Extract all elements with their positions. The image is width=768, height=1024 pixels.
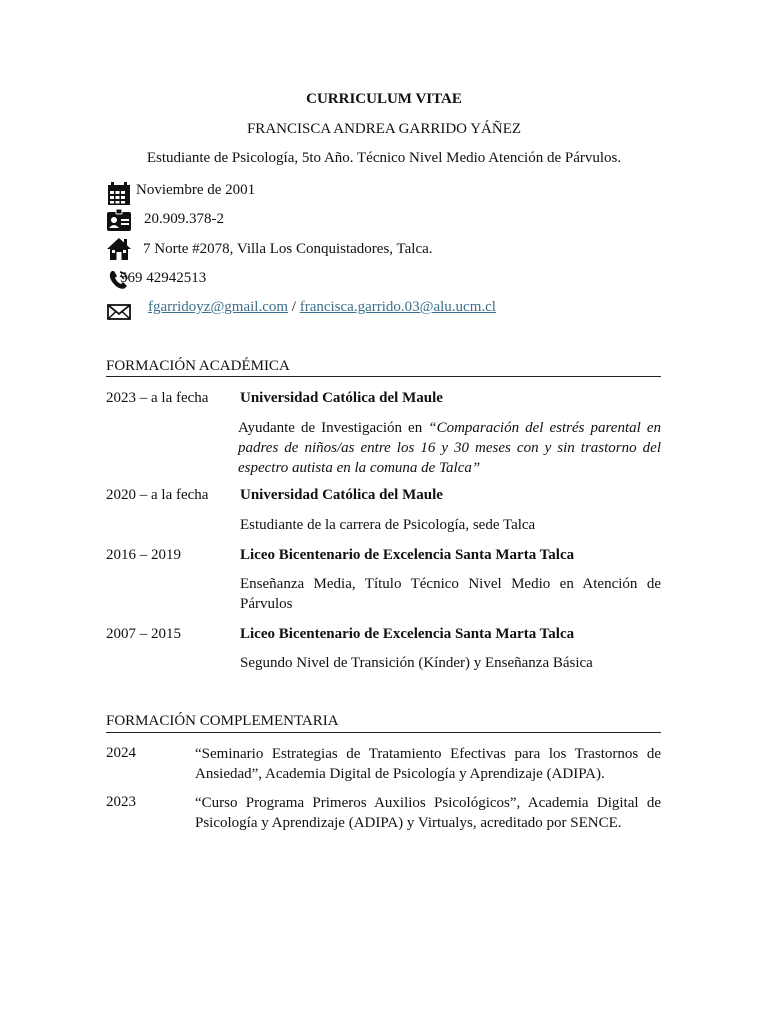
entry-institution: Universidad Católica del Maule: [240, 487, 443, 503]
email-link-gmail[interactable]: fgarridoyz@gmail.com: [148, 299, 289, 315]
section-divider: [106, 732, 661, 733]
profile-subtitle: Estudiante de Psicología, 5to Año. Técnico Nivel Medio Atención de Párvulos.: [146, 150, 622, 166]
entry-date: 2024: [106, 745, 136, 761]
entry-institution: Liceo Bicentenario de Excelencia Santa Marta Talca: [240, 547, 575, 563]
contact-birth: [106, 181, 306, 207]
entry-date: 2020 – a la fecha: [106, 487, 209, 503]
entry-description: “Seminario Estrategias de Tratamiento Efectivas para los Trastornos de Ansiedad”, Academia Digital de Psicología y Aprendizaje (ADIPA).: [195, 746, 661, 782]
entry-institution: Liceo Bicentenario de Excelencia Santa Marta Talca: [240, 626, 575, 642]
email-line: [148, 299, 496, 316]
envelope-icon: [106, 298, 132, 324]
research-title: “Comparación del estrés parental en padres de niños/as entre los 16 y 30 meses con y sin trastorno del espectro autista en la comuna de Talca”: [238, 420, 661, 476]
entry-description: Enseñanza Media, Título Técnico Nivel Medio en Atención de Párvulos: [240, 576, 661, 612]
section-complementary-heading: FORMACIÓN COMPLEMENTARIA: [106, 713, 339, 729]
address: 7 Norte #2078, Villa Los Conquistadores, Talca.: [143, 241, 433, 257]
section-divider: [106, 376, 661, 377]
entry-date: 2023 – a la fecha: [106, 390, 209, 406]
document-title: CURRICULUM VITAE: [306, 91, 462, 107]
contact-address: [106, 236, 446, 262]
entry-description: [238, 418, 661, 478]
calendar-icon: [106, 181, 132, 207]
contact-phone: [106, 267, 306, 293]
contact-id: [106, 208, 306, 234]
entry-description: Estudiante de la carrera de Psicología, sede Talca: [240, 517, 536, 533]
section-academic-heading: FORMACIÓN ACADÉMICA: [106, 358, 290, 374]
email-separator: /: [291, 299, 296, 315]
id-number: 20.909.378-2: [144, 211, 224, 227]
entry-description-text: Ayudante de Investigación en: [238, 420, 429, 436]
full-name: FRANCISCA ANDREA GARRIDO YÁÑEZ: [246, 121, 522, 137]
entry-date: 2023: [106, 794, 136, 810]
entry-date: 2007 – 2015: [106, 626, 181, 642]
contact-email: [106, 298, 506, 324]
entry-date: 2016 – 2019: [106, 547, 181, 563]
entry-description: Segundo Nivel de Transición (Kínder) y Enseñanza Básica: [240, 655, 593, 671]
entry-description: “Curso Programa Primeros Auxilios Psicológicos”, Academia Digital de Psicología y Aprendizaje (ADIPA) y Virtualys, acreditado por SENCE.: [195, 795, 661, 831]
id-card-icon: [106, 208, 132, 234]
phone-number: 569 42942513: [120, 270, 207, 286]
house-icon: [106, 236, 132, 262]
birth-date: Noviembre de 2001: [136, 182, 256, 198]
email-link-university[interactable]: francisca.garrido.03@alu.ucm.cl: [299, 299, 496, 315]
entry-institution: Universidad Católica del Maule: [240, 390, 443, 406]
